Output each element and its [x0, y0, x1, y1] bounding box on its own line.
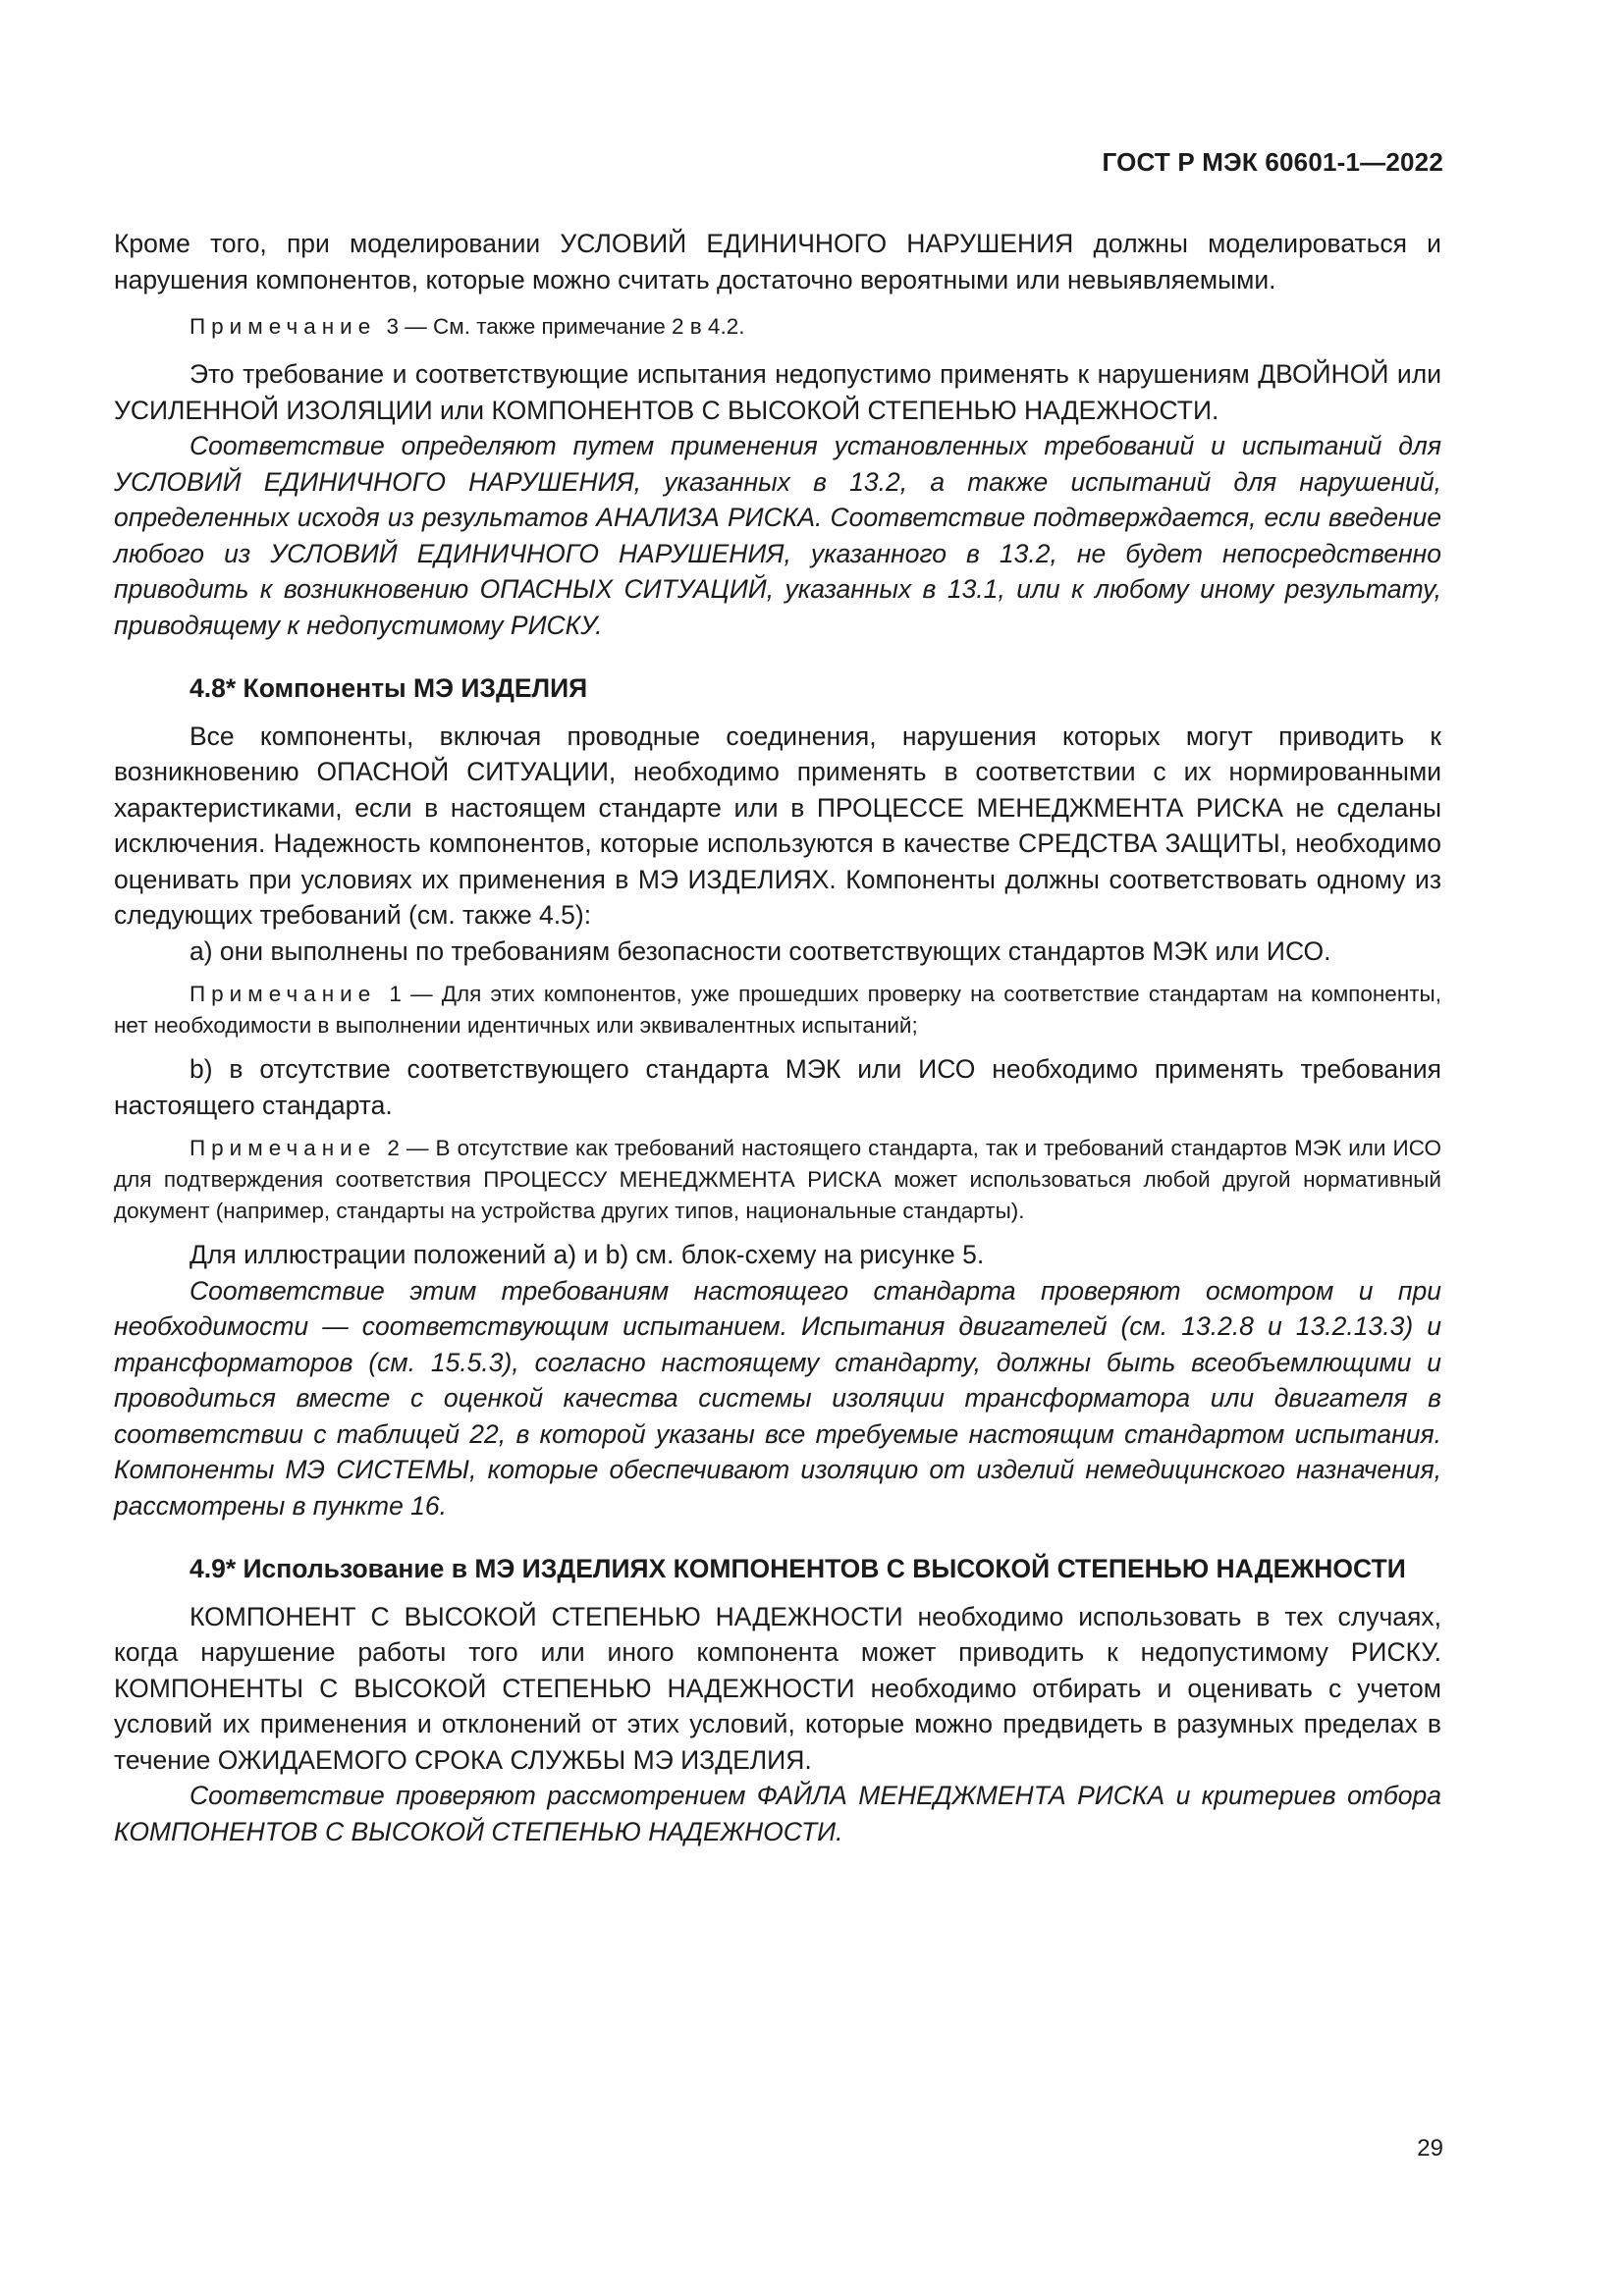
paragraph-components-requirements: Все компоненты, включая проводные соединения, нарушения которых могут приводить к возникновению ОПАСНОЙ СИТУАЦИИ, необходимо применять в соответствии с их нормированными характеристиками, если в настоящем стандарте или в ПРОЦЕССЕ МЕНЕДЖМЕНТА РИСКА не сделаны исключения. Надежность компонентов, которые используются в качестве СРЕДСТВА ЗАЩИТЫ, необходимо оценивать при условиях их применения в МЭ ИЗДЕЛИЯХ. Компоненты должны соответствовать одному из следующих требований (см. также 4.5):: [114, 721, 1441, 930]
page-body: [114, 226, 1441, 1849]
document-code: ГОСТ Р МЭК 60601-1—2022: [1102, 147, 1443, 177]
paragraph-compliance-single-fault: Соответствие определяют путем применения установленных требований и испытаний для УСЛОВИЙ ЕДИНИЧНОГО НАРУШЕНИЯ, указанных в 13.2, а также испытаний для нарушений, определенных исходя из результатов АНАЛИЗА РИСКА. Соответствие подтверждается, если введение любого из УСЛОВИЙ ЕДИНИЧНОГО НАРУШЕНИЯ, указанного в 13.2, не будет непосредственно приводить к возникновению ОПАСНЫХ СИТУАЦИЙ, указанных в 13.1, или к любому иному результату, приводящему к недопустимому РИСКУ.: [114, 431, 1441, 640]
note-3: [114, 311, 1441, 343]
section-heading-4-8: 4.8* Компоненты МЭ ИЗДЕЛИЯ: [189, 673, 588, 703]
paragraph-high-integrity-components: КОМПОНЕНТ С ВЫСОКОЙ СТЕПЕНЬЮ НАДЕЖНОСТИ необходимо использовать в тех случаях, когда нарушение работы того или иного компонента может приводить к недопустимому РИСКУ. КОМПОНЕНТЫ С ВЫСОКОЙ СТЕПЕНЬЮ НАДЕЖНОСТИ необходимо отбирать и оценивать с учетом условий их применения и отклонений от этих условий, которые можно предвидеть в разумных пределах в течение ОЖИДАЕМОГО СРОКА СЛУЖБЫ МЭ ИЗДЕЛИЯ.: [114, 1601, 1441, 1775]
note-1: [114, 979, 1441, 1041]
note-label: Примечание: [189, 314, 377, 339]
note-label: Примечание: [189, 982, 377, 1006]
section-heading-4-9: 4.9* Использование в МЭ ИЗДЕЛИЯХ КОМПОНЕНТОВ С ВЫСОКОЙ СТЕПЕНЬЮ НАДЕЖНОСТИ: [189, 1554, 1406, 1583]
note-label: Примечание: [189, 1136, 377, 1160]
paragraph-single-fault-components: Кроме того, при моделировании УСЛОВИЙ ЕДИНИЧНОГО НАРУШЕНИЯ должны моделироваться и нарушения компонентов, которые можно считать достаточно вероятными или невыявляемыми.: [114, 229, 1441, 294]
note-text: 2 — В отсутствие как требований настоящего стандарта, так и требований стандартов МЭК или ИСО для подтверждения соответствия ПРОЦЕССУ МЕНЕДЖМЕНТА РИСКА может использоваться любой другой нормативный документ (например, стандарты на устройства других типов, национальные стандарты).: [114, 1136, 1441, 1223]
list-item-a: a) они выполнены по требованиям безопасности соответствующих стандартов МЭК или ИСО.: [189, 935, 1331, 966]
list-item-b: b) в отсутствие соответствующего стандарта МЭК или ИСО необходимо применять требования настоящего стандарта.: [114, 1054, 1441, 1120]
paragraph-requirement-exclusion: Это требование и соответствующие испытания недопустимо применять к нарушениям ДВОЙНОЙ или УСИЛЕННОЙ ИЗОЛЯЦИИ или КОМПОНЕНТОВ С ВЫСОКОЙ СТЕПЕНЬЮ НАДЕЖНОСТИ.: [114, 359, 1441, 425]
note-text: 3 — См. также примечание 2 в 4.2.: [386, 314, 745, 339]
paragraph-figure-reference: Для иллюстрации положений a) и b) см. блок-схему на рисунке 5.: [189, 1240, 985, 1269]
note-text: 1 — Для этих компонентов, уже прошедших проверку на соответствие стандартам на компоненты, нет необходимости в выполнении идентичных или эквивалентных испытаний;: [114, 982, 1441, 1038]
page-number: 29: [1417, 2135, 1443, 2162]
note-2: [114, 1133, 1441, 1227]
paragraph-compliance-components: Соответствие этим требованиям настоящего стандарта проверяют осмотром и при необходимости — соответствующим испытанием. Испытания двигателей (см. 13.2.8 и 13.2.13.3) и трансформаторов (см. 15.5.3), согласно настоящему стандарту, должны быть всеобъемлющими и проводиться вместе с оценкой качества системы изоляции трансформатора или двигателя в соответствии с таблицей 22, в которой указаны все требуемые настоящим стандартом испытания. Компоненты МЭ СИСТЕМЫ, которые обеспечивают изоляцию от изделий немедицинского назначения, рассмотрены в пункте 16.: [114, 1275, 1441, 1521]
paragraph-compliance-high-integrity: Соответствие проверяют рассмотрением ФАЙЛА МЕНЕДЖМЕНТА РИСКА и критериев отбора КОМПОНЕНТОВ С ВЫСОКОЙ СТЕПЕНЬЮ НАДЕЖНОСТИ.: [114, 1781, 1441, 1846]
